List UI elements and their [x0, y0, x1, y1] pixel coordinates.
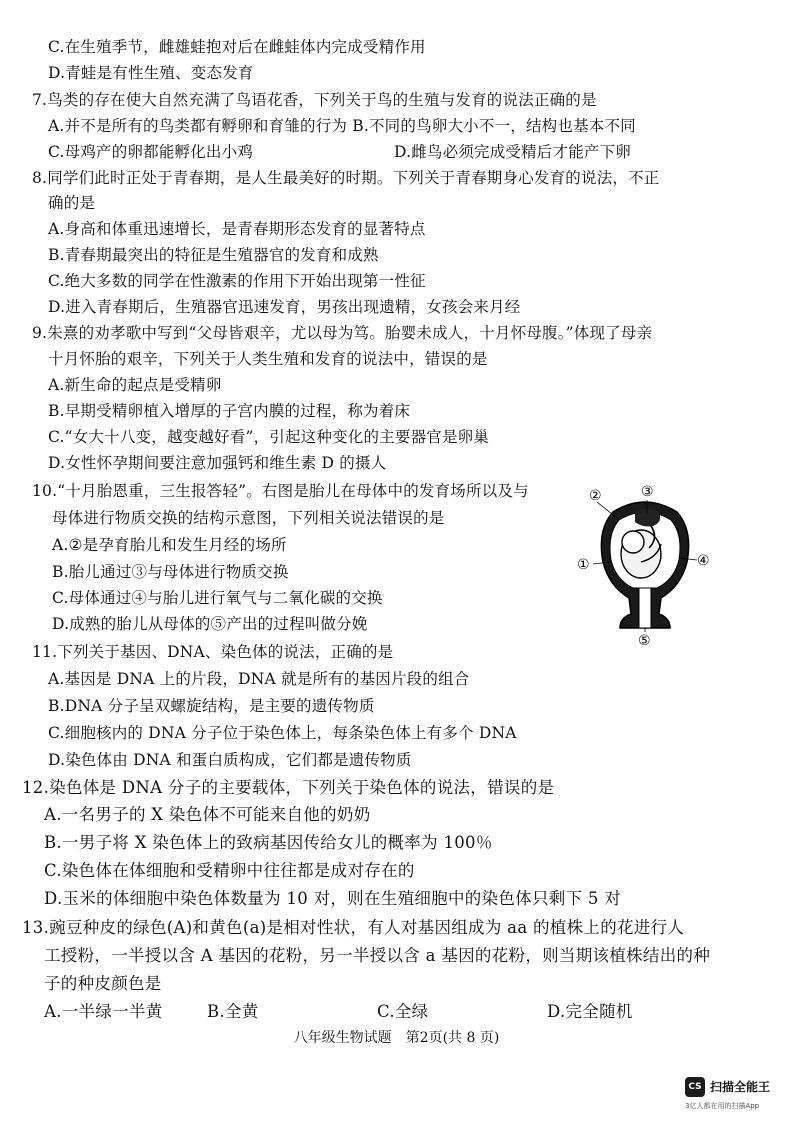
- text-line: B.DNA 分子呈双螺旋结构，是主要的遗传物质: [48, 697, 375, 715]
- text-line: 母体进行物质交换的结构示意图，下列相关说法错误的是: [52, 509, 445, 527]
- fetus-uterus-diagram: [575, 482, 715, 647]
- text-line: 7.鸟类的存在使大自然充满了鸟语花香，下列关于鸟的生殖与发育的说法正确的是: [32, 91, 597, 109]
- q13-option: A.一半绿一半黄: [44, 1002, 163, 1021]
- text-line: A.新生命的起点是受精卵: [48, 376, 222, 394]
- text-line: 9.朱熹的劝孝歌中写到“父母皆艰辛，尤以母为笃。胎婴未成人，十月怀母腹。”体现了母亲: [32, 324, 653, 342]
- text-line: 子的种皮颜色是: [44, 974, 162, 993]
- text-line: C.母鸡产的卵都能孵化出小鸡: [48, 143, 254, 161]
- watermark-tagline: 3亿人都在用的扫描App: [685, 1102, 760, 1110]
- text-line: 13.豌豆种皮的绿色(A)和黄色(a)是相对性状，有人对基因组成为 aa 的植株上的花进行人: [22, 918, 685, 937]
- text-line: B.青春期最突出的特征是生殖器官的发育和成熟: [48, 246, 379, 264]
- label-5: ⑤: [638, 633, 651, 647]
- label-4: ④: [697, 553, 710, 569]
- text-line: D.进入青春期后，生殖器官迅速发育，男孩出现遗精，女孩会来月经: [48, 298, 521, 316]
- text-line: A.并不是所有的鸟类都有孵卵和育雏的行为 B.不同的鸟卵大小不一，结构也基本不同: [48, 117, 636, 135]
- q13-option: D.完全随机: [547, 1002, 633, 1021]
- text-line: C.母体通过④与胎儿进行氧气与二氧化碳的交换: [52, 589, 383, 607]
- text-line: 12.染色体是 DNA 分子的主要载体，下列关于染色体的说法，错误的是: [22, 778, 555, 797]
- label-3: ③: [641, 484, 654, 500]
- text-line: B.一男子将 X 染色体上的致病基因传给女儿的概率为 100％: [44, 833, 493, 852]
- text-line: D.女性怀孕期间要注意加强钙和维生素 D 的摄人: [48, 454, 387, 472]
- q13-option: C.全绿: [377, 1002, 429, 1021]
- text-line: B.早期受精卵植入增厚的子宫内膜的过程，称为着床: [48, 402, 411, 420]
- text-line: B.胎儿通过③与母体进行物质交换: [52, 563, 289, 581]
- text-line: 8.同学们此时正处于青春期，是人生最美好的时期。下列关于青春期身心发育的说法，不正: [32, 169, 660, 187]
- text-line: C.绝大多数的同学在性激素的作用下开始出现第一性征: [48, 272, 426, 290]
- text-line: 工授粉，一半授以含 A 基因的花粉，另一半授以含 a 基因的花粉，则当期该植株结出的种: [44, 946, 711, 965]
- text-line: C.细胞核内的 DNA 分子位于染色体上，每条染色体上有多个 DNA: [48, 724, 517, 742]
- text-line: 确的是: [48, 194, 96, 212]
- scanner-watermark: [685, 1075, 793, 1115]
- text-line: 十月怀胎的艰辛，下列关于人类生殖和发育的说法中，错误的是: [48, 350, 488, 368]
- text-line: D.雌鸟必须完成受精后才能产下卵: [394, 143, 632, 161]
- placenta: [635, 509, 660, 527]
- text-line: D.成熟的胎儿从母体的⑤产出的过程叫做分娩: [52, 615, 368, 633]
- fetus-head: [622, 531, 644, 553]
- text-line: C.染色体在体细胞和受精卵中往往都是成对存在的: [44, 861, 415, 880]
- label-1: ①: [577, 557, 590, 573]
- text-line: A.②是孕育胎儿和发生月经的场所: [52, 536, 287, 554]
- label-2: ②: [589, 488, 602, 504]
- text-line: 11.下列关于基因、DNA、染色体的说法，正确的是: [32, 643, 394, 661]
- watermark-app-name: 扫描全能王: [710, 1080, 771, 1094]
- text-line: D.染色体由 DNA 和蛋白质构成，它们都是遗传物质: [48, 751, 412, 769]
- text-line: A.一名男子的 X 染色体不可能来自他的奶奶: [44, 805, 371, 824]
- text-line: 10.“十月胎恩重，三生报答轻”。右图是胎儿在母体中的发育场所以及与: [32, 482, 529, 500]
- text-line: D.青蛙是有性生殖、变态发育: [48, 64, 254, 82]
- q13-option: B.全黄: [207, 1002, 259, 1021]
- text-line: D.玉米的体细胞中染色体数量为 10 对，则在生殖细胞中的染色体只剩下 5 对: [44, 889, 622, 908]
- cervix: [639, 588, 651, 628]
- text-line: A.身高和体重迅速增长，是青春期形态发育的显著特点: [48, 220, 426, 238]
- text-line: A.基因是 DNA 上的片段，DNA 就是所有的基因片段的组合: [48, 670, 470, 688]
- page-footer: 八年级生物试题 第2页(共 8 页): [293, 1030, 500, 1046]
- text-line: C.“女大十八变，越变越好看”，引起这种变化的主要器官是卵巢: [48, 428, 490, 446]
- text-line: C.在生殖季节，雌雄蛙抱对后在雌蛙体内完成受精作用: [48, 38, 426, 56]
- camscanner-logo: CS: [685, 1077, 705, 1097]
